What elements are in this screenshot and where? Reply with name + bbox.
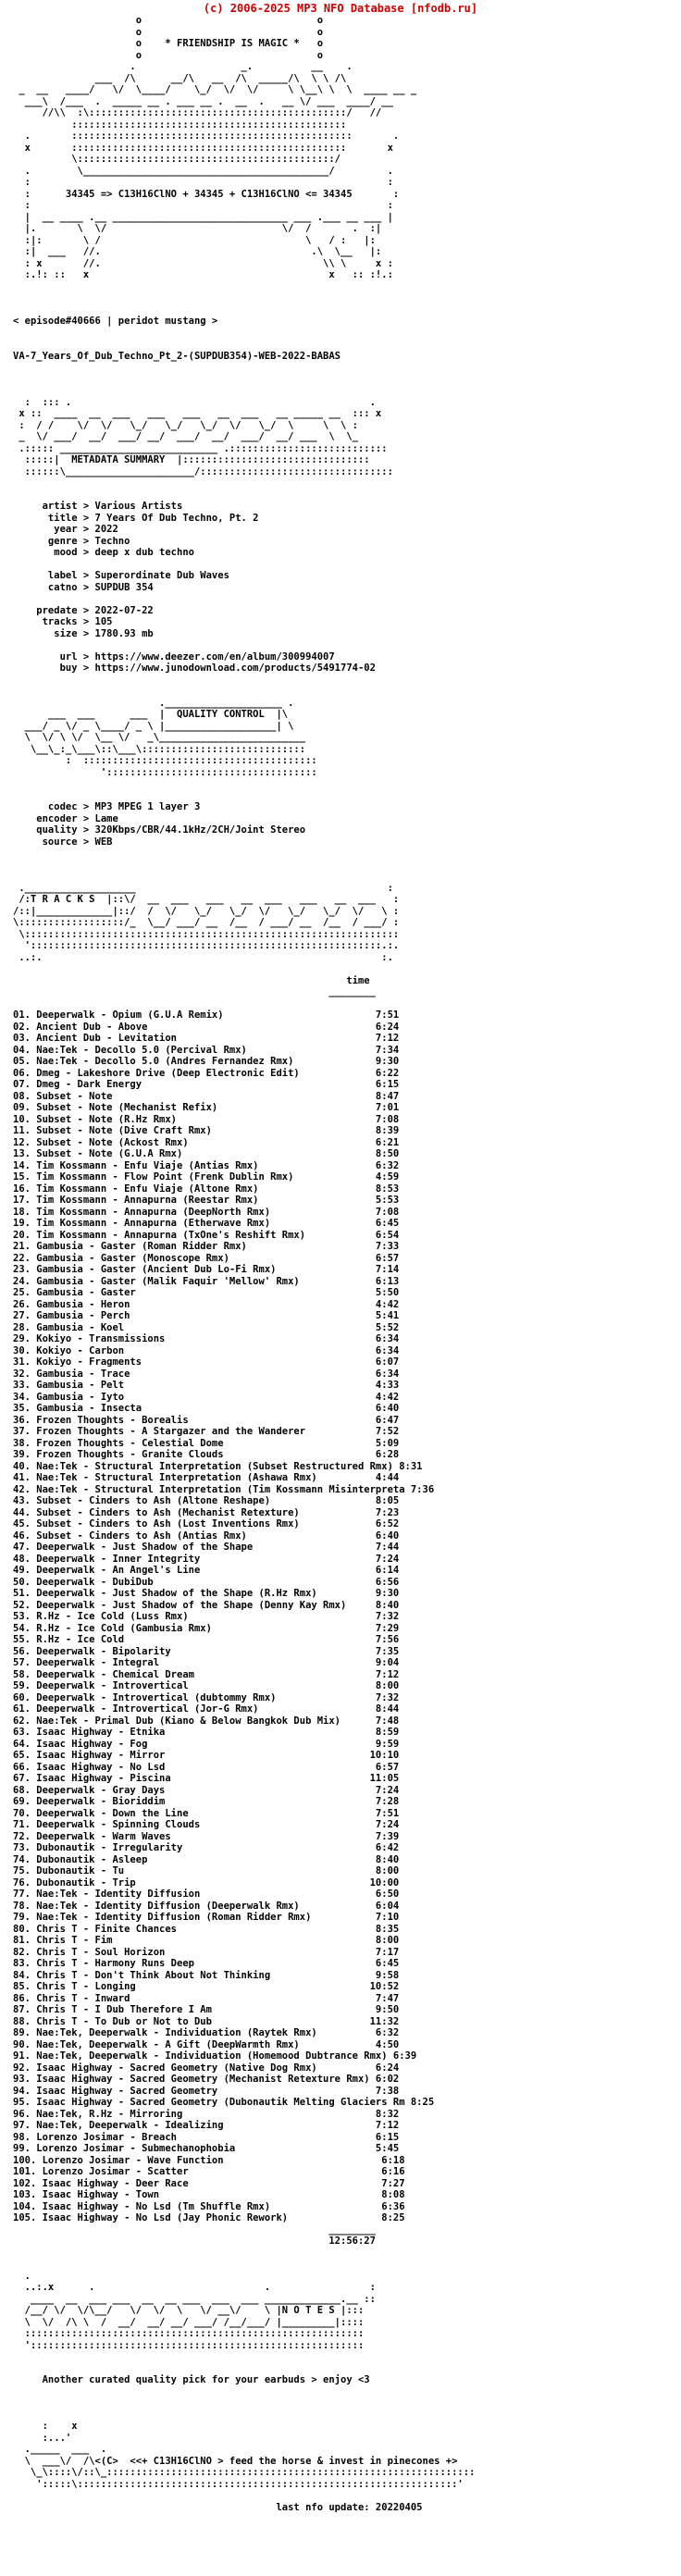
track-row: 99. Lorenzo Josimar - Submechanophobia 5:45 (13, 2143, 400, 2154)
track-row: 97. Nae:Tek, Deeperwalk - Idealizing 7:12 (13, 2120, 400, 2131)
track-row: 105. Isaac Highway - No Lsd (Jay Phonic Rework) 8:25 (13, 2212, 405, 2223)
track-row: 35. Gambusia - Insecta 6:40 (13, 1403, 400, 1414)
track-row: 06. Dmeg - Lakeshore Drive (Deep Electronic Edit) 6:22 (13, 1067, 400, 1079)
track-row: 34. Gambusia - Iyto 4:42 (13, 1391, 400, 1403)
track-row: 37. Frozen Thoughts - A Stargazer and the Wanderer 7:52 (13, 1426, 400, 1437)
track-row: 76. Dubonautik - Trip 10:00 (13, 1876, 400, 1889)
track-row: 52. Deeperwalk - Just Shadow of the Shape (Denny Kay Rmx) 8:40 (13, 1599, 400, 1611)
track-row: 39. Frozen Thoughts - Granite Clouds 6:28 (13, 1449, 400, 1460)
track-row: 63. Isaac Highway - Etnika 8:59 (13, 1727, 400, 1738)
track-row: 41. Nae:Tek - Structural Interpretation (Ashawa Rmx) 4:44 (13, 1472, 400, 1483)
time-header: time (13, 974, 370, 986)
track-row: 14. Tim Kossmann - Enfu Viaje (Antias Rmx) 6:32 (13, 1159, 400, 1171)
art-quality-header: .____________________ . ___ ___ ___ | QUALITY CONTROL |\ ___/ _ \/ _ \____/ _ \ |___________________| \ \ \/ \ \/ \__ \/ _\_________________________ \__\_:_\___\::\___\:::::::::::::::::::::::::::: : :::::::::::::::::::::::::::::::::::::::: ':::::::::::::::::::::::::::::::::::: (24, 697, 317, 778)
track-row: 91. Nae:Tek, Deeperwalk - Individuation (Homemood Dubtrance Rmx) 6:39 (13, 2050, 417, 2062)
meta-title: title > 7 Years Of Dub Techno, Pt. 2 (13, 512, 259, 524)
track-row: 101. Lorenzo Josimar - Scatter 6:16 (13, 2166, 405, 2177)
track-row: 09. Subset - Note (Mechanist Refix) 7:01 (13, 1102, 400, 1113)
track-row: 90. Nae:Tek, Deeperwalk - A Gift (DeepWarmth Rmx) 4:50 (13, 2038, 400, 2050)
meta-buy: buy > https://www.junodownload.com/products/5491774-02 (13, 663, 376, 674)
track-row: 95. Isaac Highway - Sacred Geometry (Dubonautik Melting Glaciers Rm 8:25 (13, 2097, 435, 2108)
track-row: 79. Nae:Tek - Identity Diffusion (Roman Ridder Rmx) 7:10 (13, 1912, 400, 1923)
track-row: 92. Isaac Highway - Sacred Geometry (Native Dog Rmx) 6:24 (13, 2062, 400, 2074)
track-row: 56. Deeperwalk - Bipolarity 7:35 (13, 1645, 400, 1657)
track-row: 08. Subset - Note 8:47 (13, 1090, 400, 1102)
meta-mood: mood > deep x dub techno (13, 547, 194, 558)
total-time: 12:56:27 (13, 2235, 376, 2247)
track-row: 11. Subset - Note (Dive Craft Rmx) 8:39 (13, 1125, 400, 1136)
track-row: 02. Ancient Dub - Above 6:24 (13, 1021, 400, 1033)
meta-label: label > Superordinate Dub Waves (13, 570, 229, 581)
track-row: 58. Deeperwalk - Chemical Dream 7:12 (13, 1668, 400, 1680)
total-rule: ________ (13, 2223, 376, 2235)
track-row: 73. Dubonautik - Irregularity 6:42 (13, 1842, 400, 1853)
track-row: 40. Nae:Tek - Structural Interpretation (Subset Restructured Rmx) 8:31 (13, 1460, 423, 1472)
track-row: 87. Chris T - I Dub Therefore I Am 9:50 (13, 2004, 400, 2015)
meta-url: url > https://www.deezer.com/en/album/300994007 (13, 650, 335, 663)
art-tracks-header: .___________________ : /:T R A C K S |::\/ __ ___ ___ __ ___ ___ __ ___ : /::|_____________|::/ / \/ \_/ \_/ \/ \_/ \_/ \/ \ : \::::::::::::::::::/_ \__/ ___/ __ /__ / ___/ __ /__ / ___/ : \:::::::::::::::::::::::::::::::::::::::::::::::::::::::::::::::: '::::::::::::::::::::::::::::::::::::::::::::::::::::::::::::.:. ..:. :. (13, 882, 400, 963)
track-row: 30. Kokiyo - Carbon 6:34 (13, 1344, 400, 1356)
track-row: 12. Subset - Note (Ackost Rmx) 6:21 (13, 1136, 400, 1148)
track-row: 102. Isaac Highway - Deer Race 7:27 (13, 2177, 405, 2189)
art-notes-header: . ..:.x . . : ____ __ ___ ___ __ __ ___ ___ ___ _____________.__ :: /__/ \/ \/\__/ \/ \/ \ \/ __\/ \ |N O T E S |::: \ \/ /\ \ / __/ __/ __/ ___/ /__/___/ |_________|:::: :::::::::::::::::::::::::::::::::::::::::::::::::::::::::: '::::::::::::::::::::::::::::::::::::::::::::::::::::::::: (24, 2270, 376, 2351)
meta-genre: genre > Techno (13, 535, 130, 547)
meta-predate: predate > 2022-07-22 (13, 604, 154, 616)
track-row: 48. Deeperwalk - Inner Integrity 7:24 (13, 1553, 400, 1565)
tracklist (13, 1009, 679, 2224)
art-metadata-header: : ::: . . x :: ____ __ ___ ___ ___ __ ___ __ _____ __ ::: x : / / \/ \/ \_/ \_/ \_/ \/ \_/ \ \ \ : _ \/ ___/ __/ ___/ __/ ___/ __/ ___/ __/ ___ \ \_ .::::: ___________________________ .::::::::::::::::::::::::::: :::::| METADATA SUMMARY |:::::::::::::::::::::::::::::::: ::::::\______________________/::::::::::::::::::::::::::::::::: (19, 396, 393, 477)
track-row: 65. Isaac Highway - Mirror 10:10 (13, 1750, 400, 1761)
track-row: 78. Nae:Tek - Identity Diffusion (Deeperwalk Rmx) 6:04 (13, 1900, 400, 1912)
track-row: 53. R.Hz - Ice Cold (Luss Rmx) 7:32 (13, 1611, 400, 1622)
track-row: 74. Dubonautik - Asleep 8:40 (13, 1853, 400, 1865)
track-row: 24. Gambusia - Gaster (Malik Faquir 'Mellow' Rmx) 6:13 (13, 1275, 400, 1287)
episode-line: < episode#40666 | peridot mustang > (13, 316, 218, 327)
track-row: 26. Gambusia - Heron 4:42 (13, 1298, 400, 1310)
track-row: 94. Isaac Highway - Sacred Geometry 7:38 (13, 2085, 400, 2097)
track-row: 04. Nae:Tek - Decollo 5.0 (Percival Rmx) 7:34 (13, 1044, 400, 1056)
track-row: 70. Deeperwalk - Down the Line 7:51 (13, 1807, 400, 1819)
meta-artist: artist > Various Artists (13, 501, 183, 512)
track-row: 43. Subset - Cinders to Ash (Altone Reshape) 8:05 (13, 1495, 400, 1506)
track-row: 19. Tim Kossmann - Annapurna (Etherwave Rmx) 6:45 (13, 1218, 400, 1229)
track-row: 01. Deeperwalk - Opium (G.U.A Remix) 7:51 (13, 1009, 400, 1021)
track-row: 60. Deeperwalk - Introvertical (dubtommy Rmx) 7:32 (13, 1691, 400, 1703)
track-row: 93. Isaac Highway - Sacred Geometry (Mechanist Retexture Rmx) 6:02 (13, 2074, 400, 2085)
track-row: 84. Chris T - Don't Think About Not Thinking 9:58 (13, 1969, 400, 1981)
quality-source: source > WEB (13, 836, 113, 848)
track-row: 31. Kokiyo - Fragments 6:07 (13, 1356, 400, 1368)
track-row: 86. Chris T - Inward 7:47 (13, 1992, 400, 2004)
track-row: 22. Gambusia - Gaster (Monoscope Rmx) 6:57 (13, 1252, 400, 1264)
track-row: 46. Subset - Cinders to Ash (Antias Rmx) 6:40 (13, 1530, 400, 1542)
track-row: 49. Deeperwalk - An Angel's Line 6:14 (13, 1565, 400, 1576)
track-row: 85. Chris T - Longing 10:52 (13, 1981, 400, 1992)
track-row: 68. Deeperwalk - Gray Days 7:24 (13, 1784, 400, 1796)
track-row: 104. Isaac Highway - No Lsd (Tm Shuffle Rmx) 6:36 (13, 2200, 405, 2212)
track-row: 45. Subset - Cinders to Ash (Lost Inventions Rmx) 6:52 (13, 1518, 400, 1530)
track-row: 42. Nae:Tek - Structural Interpretation (Tim Kossmann Misinterpreta 7:36 (13, 1483, 435, 1495)
track-row: 44. Subset - Cinders to Ash (Mechanist Retexture) 7:23 (13, 1506, 400, 1518)
track-row: 69. Deeperwalk - Bioriddim 7:28 (13, 1796, 400, 1807)
art-footer: : x :...' ._____ ___ . \ ___\/ /\<(C> <<+ C13H16ClNO > feed the horse & invest in pinecones +> \_\::::\/::\_::::::::::::::::::::::::::::::::::::::::::::::::::::::::::::::: ':::::\:::::::::::::::::::::::::::::::::::::::::::::::::::::::::::::::::' (24, 2421, 476, 2490)
last-update: last nfo update: 20220405 (13, 2501, 423, 2513)
track-row: 98. Lorenzo Josimar - Breach 6:15 (13, 2131, 400, 2143)
track-row: 88. Chris T - To Dub or Not to Dub 11:32 (13, 2015, 400, 2027)
track-row: 18. Tim Kossmann - Annapurna (DeepNorth Rmx) 7:08 (13, 1206, 400, 1218)
track-row: 23. Gambusia - Gaster (Ancient Dub Lo-Fi Rmx) 7:14 (13, 1264, 400, 1275)
track-row: 64. Isaac Highway - Fog 9:59 (13, 1738, 400, 1750)
nfo-text (13, 15, 679, 2513)
track-row: 66. Isaac Highway - No Lsd 6:57 (13, 1761, 400, 1773)
release-name: VA-7_Years_Of_Dub_Techno_Pt_2-(SUPDUB354)-WEB-2022-BABAS (13, 350, 341, 362)
track-row: 10. Subset - Note (R.Hz Rmx) 7:08 (13, 1113, 400, 1125)
track-row: 28. Gambusia - Koel 5:52 (13, 1321, 400, 1333)
track-row: 25. Gambusia - Gaster 5:50 (13, 1287, 400, 1298)
track-row: 75. Dubonautik - Tu 8:00 (13, 1865, 400, 1876)
track-row: 100. Lorenzo Josimar - Wave Function 6:18 (13, 2154, 405, 2166)
quality-encoder: encoder > Lame (13, 812, 118, 824)
notes-text: Another curated quality pick for your earbuds > enjoy <3 (13, 2374, 370, 2385)
track-row: 13. Subset - Note (G.U.A Rmx) 8:50 (13, 1148, 400, 1159)
track-row: 20. Tim Kossmann - Annapurna (TxOne's Reshift Rmx) 6:54 (13, 1229, 400, 1241)
time-rule: ________ (13, 986, 376, 997)
meta-catno: catno > SUPDUB 354 (13, 581, 154, 593)
track-row: 33. Gambusia - Pelt 4:33 (13, 1380, 400, 1391)
track-row: 36. Frozen Thoughts - Borealis 6:47 (13, 1414, 400, 1426)
track-row: 80. Chris T - Finite Chances 8:35 (13, 1923, 400, 1935)
track-row: 38. Frozen Thoughts - Celestial Dome 5:09 (13, 1437, 400, 1449)
track-row: 05. Nae:Tek - Decollo 5.0 (Andres Fernandez Rmx) 9:30 (13, 1056, 400, 1067)
track-row: 71. Deeperwalk - Spinning Clouds 7:24 (13, 1819, 400, 1830)
site-header[interactable]: (c) 2006-2025 MP3 NFO Database [nfodb.ru] (203, 2, 478, 15)
meta-size: size > 1780.93 mb (13, 627, 154, 639)
track-row: 21. Gambusia - Gaster (Roman Ridder Rmx) 7:33 (13, 1241, 400, 1252)
track-row: 82. Chris T - Soul Horizon 7:17 (13, 1946, 400, 1958)
track-row: 61. Deeperwalk - Introvertical (Jor-G Rmx) 8:44 (13, 1703, 400, 1715)
track-row: 62. Nae:Tek - Primal Dub (Kiano & Below Bangkok Dub Mix) 7:48 (13, 1715, 400, 1727)
meta-year: year > 2022 (13, 524, 118, 535)
quality-quality: quality > 320Kbps/CBR/44.1kHz/2CH/Joint Stereo (13, 824, 306, 836)
track-row: 96. Nae:Tek, R.Hz - Mirroring 8:32 (13, 2108, 400, 2120)
track-row: 29. Kokiyo - Transmissions 6:34 (13, 1333, 400, 1344)
track-row: 16. Tim Kossmann - Enfu Viaje (Altone Rmx) 8:53 (13, 1183, 400, 1195)
track-row: 83. Chris T - Harmony Runs Deep 6:45 (13, 1958, 400, 1969)
track-row: 59. Deeperwalk - Introvertical 8:00 (13, 1680, 400, 1691)
track-row: 32. Gambusia - Trace 6:34 (13, 1368, 400, 1380)
track-row: 55. R.Hz - Ice Cold 7:56 (13, 1634, 400, 1645)
art-banner: o o o o o * FRIENDSHIP IS MAGIC * o o o . _. __ . ___ /\ __/\ __ /\ _____/\ \ \ /\ _ __ ____/ \/ \____/ \_/ \/ \/ \ \__\ \ \ ____ __ _ ___\ /___ . _____ __ . ___ __ . __ . __ \/ ___ ____/ __ //\\ :\::::::::::::::::::::::::::::::::::::::::::::/ // ::::::::::::::::::::::::::::::::::::::::::::::: . :::::::::::::::::::::::::::::::::::::::::::::::: . x ::::::::::::::::::::::::::::::::::::::::::::::: x \::::::::::::::::::::::::::::::::::::::::::::/ . \__________________________________________/ . : : : 34345 => C13H16ClNO + 34345 + C13H16ClNO <= 34345 : : : | __ ____ .__ ______________________________ ___ .___ __ ___ | |. \ \/ \/ / . :| :|: \ / \ / : |: :| ___ //. .\ \__ |: : x //. \\ \ x : :.!: :: x x :: :!.: (19, 15, 417, 280)
track-row: 50. Deeperwalk - DubiDub 6:56 (13, 1576, 400, 1588)
track-row: 81. Chris T - Fim 8:00 (13, 1935, 400, 1946)
track-row: 07. Dmeg - Dark Energy 6:15 (13, 1079, 400, 1090)
track-row: 103. Isaac Highway - Town 8:08 (13, 2189, 405, 2200)
track-row: 72. Deeperwalk - Warm Waves 7:39 (13, 1830, 400, 1842)
track-row: 47. Deeperwalk - Just Shadow of the Shape 7:44 (13, 1542, 400, 1553)
track-row: 57. Deeperwalk - Integral 9:04 (13, 1657, 400, 1668)
track-row: 89. Nae:Tek, Deeperwalk - Individuation (Raytek Rmx) 6:32 (13, 2027, 400, 2038)
track-row: 77. Nae:Tek - Identity Diffusion 6:50 (13, 1889, 400, 1900)
track-row: 15. Tim Kossmann - Flow Point (Frenk Dublin Rmx) 4:59 (13, 1171, 400, 1183)
track-row: 17. Tim Kossmann - Annapurna (Reestar Rmx) 5:53 (13, 1195, 400, 1206)
track-row: 51. Deeperwalk - Just Shadow of the Shape (R.Hz Rmx) 9:30 (13, 1588, 400, 1599)
quality-codec: codec > MP3 MPEG 1 layer 3 (13, 801, 201, 812)
track-row: 54. R.Hz - Ice Cold (Gambusia Rmx) 7:29 (13, 1622, 400, 1634)
track-row: 03. Ancient Dub - Levitation 7:12 (13, 1033, 400, 1044)
track-row: 67. Isaac Highway - Piscina 11:05 (13, 1773, 400, 1784)
meta-tracks: tracks > 105 (13, 616, 113, 627)
track-row: 27. Gambusia - Perch 5:41 (13, 1310, 400, 1321)
